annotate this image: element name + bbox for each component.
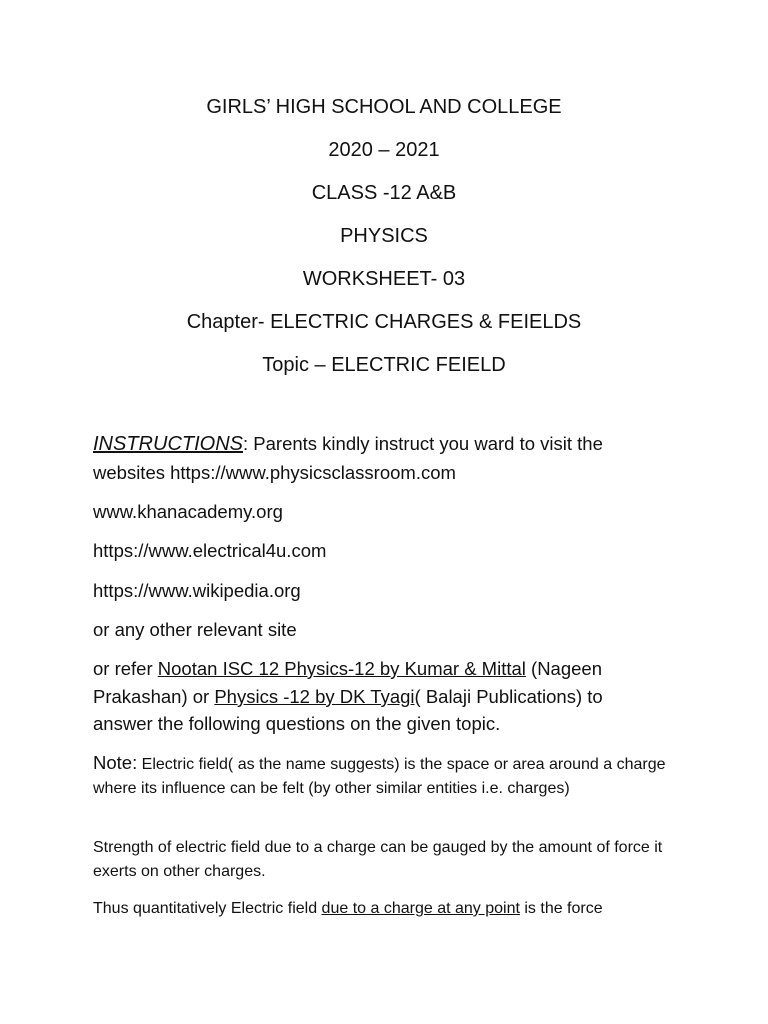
note-label: Note:	[93, 752, 138, 773]
worksheet-number: WORKSHEET- 03	[302, 268, 466, 290]
worksheet-header	[0, 86, 768, 387]
school-name: GIRLS’ HIGH SCHOOL AND COLLEGE	[206, 96, 562, 118]
thus-suffix: is the force	[519, 900, 603, 917]
thus-prefix: Thus quantitatively Electric field	[93, 900, 322, 917]
topic-title: Topic – ELECTRIC FEIELD	[262, 354, 506, 376]
strength-paragraph: Strength of electric field due to a charge can be gauged by the amount of force it exerts on other charges.	[93, 839, 663, 880]
instructions-label: INSTRUCTIONS	[93, 433, 243, 455]
book-tyagi-publisher: ( Balaji Publications) to	[414, 686, 603, 707]
class-title: CLASS -12 A&B	[311, 182, 457, 204]
refer-line-3: answer the following questions on the given topic.	[93, 713, 501, 734]
refer-line-1	[93, 655, 693, 683]
instructions-text: : Parents kindly instruct you ward to visit the	[243, 433, 603, 454]
website-electrical4u: https://www.electrical4u.com	[93, 540, 327, 561]
instructions-line-1	[93, 430, 693, 458]
instructions-line-2: websites https://www.physicsclassroom.com	[93, 462, 456, 483]
book-nootan: Nootan ISC 12 Physics-12 by Kumar & Mittal	[157, 658, 526, 679]
chapter-title: Chapter- ELECTRIC CHARGES & FEIELDS	[186, 311, 582, 333]
academic-year: 2020 – 2021	[328, 139, 440, 161]
website-wikipedia: https://www.wikipedia.org	[93, 580, 301, 601]
note-paragraph	[93, 751, 678, 801]
refer-prefix: or refer	[93, 658, 158, 679]
thus-underlined: due to a charge at any point	[321, 900, 520, 917]
website-khanacademy: www.khanacademy.org	[93, 501, 283, 522]
refer-line-2	[93, 683, 693, 711]
book-nootan-publisher: (Nageen	[525, 658, 602, 679]
book-tyagi: Physics -12 by DK Tyagi	[214, 686, 415, 707]
other-site-text: or any other relevant site	[93, 619, 297, 640]
refer-line-2-start: Prakashan) or	[93, 686, 215, 707]
note-text: Electric field( as the name suggests) is the space or area around a charge where its influence can be felt (by other similar entities i.e. charges)	[93, 756, 666, 797]
subject-title: PHYSICS	[340, 225, 428, 247]
thus-paragraph	[93, 897, 693, 921]
